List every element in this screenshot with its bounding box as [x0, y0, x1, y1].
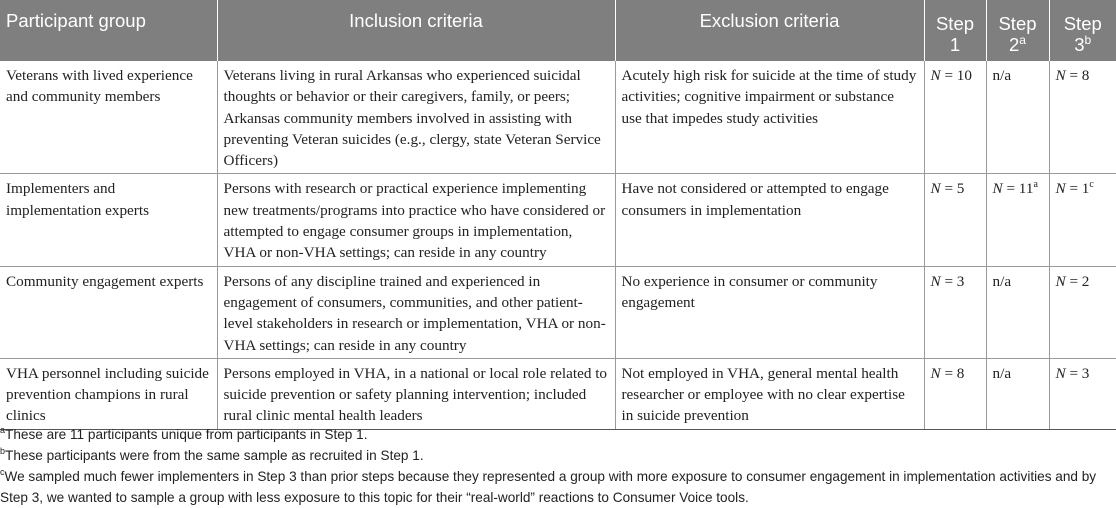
step-3-value: = 3: [1069, 364, 1090, 382]
cell-exclusion-criteria: No experience in consumer or community engagement: [615, 266, 924, 358]
table-row: [0, 358, 1116, 429]
footnote-c: [0, 466, 1116, 508]
footnote-text: We sampled much fewer implementers in Step 3 than prior steps because they represented a group with more exposure to consumer engagement in implementation activities and by Step 3, we wanted to sample a group with less exposure to this topic for their “real-world” reactions to Consumer Voice tools.: [0, 469, 1097, 505]
n-symbol: N: [1055, 272, 1066, 290]
header-step-3-number: 3: [1074, 34, 1085, 55]
step-2-footnote-mark: a: [1033, 179, 1038, 191]
table-header-row: [0, 0, 1116, 61]
header-step-2-label: Step: [998, 13, 1037, 34]
cell-step-3: [1049, 358, 1116, 429]
header-step-3-footnote-mark: b: [1084, 33, 1092, 47]
header-step-1-number: 1: [949, 34, 961, 55]
step-3-footnote-mark: c: [1089, 179, 1094, 191]
n-symbol: N: [1055, 67, 1066, 84]
footnote-text: These are 11 participants unique from participants in Step 1.: [5, 427, 368, 442]
cell-step-1: [924, 266, 986, 358]
header-step-2-footnote-mark: a: [1019, 33, 1026, 47]
cell-step-2: [986, 358, 1049, 429]
n-symbol: N: [992, 180, 1003, 198]
footnote-mark: a: [0, 425, 6, 435]
cell-inclusion-criteria: Persons of any discipline trained and experienced in engagement of consumers, communities, and other patient-level stakeholders in research or implementation, VHA or non-VHA settings; can reside in any country: [217, 266, 615, 358]
n-symbol: N: [930, 67, 941, 84]
cell-step-1: [924, 358, 986, 429]
cell-step-1: [924, 61, 986, 174]
footnote-mark: c: [0, 467, 5, 477]
step-3-value: = 1: [1069, 180, 1090, 198]
footnote-text: These participants were from the same sample as recruited in Step 1.: [5, 448, 424, 463]
step-3-value: = 2: [1069, 272, 1090, 290]
cell-step-2: [986, 61, 1049, 174]
n-symbol: N: [930, 364, 941, 382]
header-exclusion-criteria: Exclusion criteria: [615, 0, 924, 61]
step-2-value: n/a: [992, 272, 1012, 290]
header-inclusion-criteria: Inclusion criteria: [217, 0, 615, 61]
cell-step-3: [1049, 61, 1116, 174]
cell-exclusion-criteria: Have not considered or attempted to engage consumers in implementation: [615, 174, 924, 266]
cell-exclusion-criteria: Not employed in VHA, general mental health researcher or employee with no clear expertise in suicide prevention: [615, 358, 924, 429]
cell-inclusion-criteria: Persons employed in VHA, in a national or local role related to suicide prevention or safety planning intervention; included rural clinic mental health leaders: [217, 358, 615, 429]
n-symbol: N: [930, 272, 941, 290]
cell-participant-group: Veterans with lived experience and community members: [0, 61, 217, 174]
cell-participant-group: Implementers and implementation experts: [0, 174, 217, 266]
table-row: [0, 266, 1116, 358]
header-step-1-label: Step: [935, 13, 975, 34]
step-1-value: = 8: [944, 364, 965, 382]
cell-step-2: [986, 266, 1049, 358]
header-step-2: [986, 0, 1049, 61]
table-row: [0, 61, 1116, 174]
cell-step-1: [924, 174, 986, 266]
step-3-value: = 8: [1069, 67, 1090, 84]
step-2-value: = 11: [1006, 180, 1034, 198]
cell-participant-group: VHA personnel including suicide prevention champions in rural clinics: [0, 358, 217, 429]
step-1-value: = 3: [944, 272, 965, 290]
footnote-a: [0, 424, 1116, 445]
footnote-mark: b: [0, 446, 6, 456]
step-1-value: = 10: [944, 67, 972, 84]
header-step-3-label: Step: [1063, 13, 1102, 34]
header-step-1: [924, 0, 986, 61]
cell-exclusion-criteria: Acutely high risk for suicide at the time of study activities; cognitive impairment or substance use that impedes study activities: [615, 61, 924, 174]
table-footnotes: [0, 424, 1116, 508]
cell-step-2: [986, 174, 1049, 266]
n-symbol: N: [1055, 364, 1066, 382]
cell-inclusion-criteria: Persons with research or practical experience implementing new treatments/programs into practice who have considered or attempted to engage consumer groups in implementation, VHA or non-VHA settings; can reside in any country: [217, 174, 615, 266]
step-2-value: n/a: [992, 67, 1012, 84]
header-step-3: [1049, 0, 1116, 61]
header-step-2-number: 2: [1009, 34, 1020, 55]
header-participant-group: Participant group: [0, 0, 217, 61]
cell-step-3: [1049, 266, 1116, 358]
cell-step-3: [1049, 174, 1116, 266]
table-row: [0, 174, 1116, 266]
step-1-value: = 5: [944, 180, 965, 198]
step-2-value: n/a: [992, 364, 1012, 382]
n-symbol: N: [930, 180, 941, 198]
footnote-b: [0, 445, 1116, 466]
cell-participant-group: Community engagement experts: [0, 266, 217, 358]
n-symbol: N: [1055, 180, 1066, 198]
cell-inclusion-criteria: Veterans living in rural Arkansas who experienced suicidal thoughts or behavior or their caregivers, family, or peers; Arkansas community members involved in assisting with preventing Veteran suicides (e.g., clergy, state Veteran Service Officers): [217, 61, 615, 174]
